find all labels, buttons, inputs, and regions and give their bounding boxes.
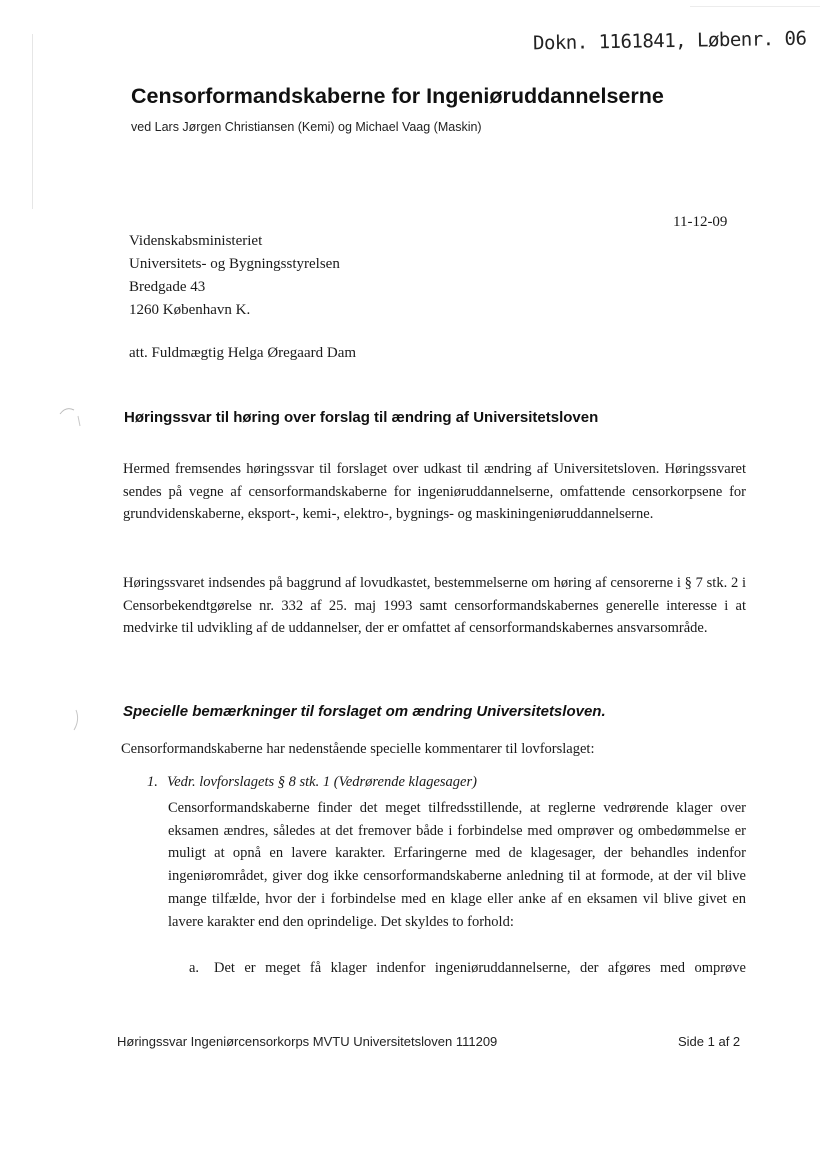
list-item-heading [147, 774, 477, 791]
list-item-text: Censorformandskaberne finder det meget tilfredsstillende, at reglerne vedrørende klager over eksamen ændres, således at det fremover både i forbindelse med omprøver og ombedømmelse er muligt at opnå en lavere karakter. Erfaringerne med de klagesager, der behandles indenfor ingeniørområdet, giver dog ikke censorformandskaberne anledning til at formode, at der vil blive mange tilfælde, hvor der i forbindelse med en klage eller anke af en eksamen vil blive givet en lavere karakter end den oprindelige. Det skyldes to forhold: [168, 800, 746, 930]
handwritten-note: Dokn. 1161841, Løbenr. 06 [532, 27, 807, 55]
section-heading: Specielle bemærkninger til forslaget om ændring Universitetsloven. [123, 703, 606, 720]
intro-paragraph: Hermed fremsendes høringssvar til forslaget over udkast til ændring af Universitetsloven. Høringssvaret sendes på vegne af censorformandskaberne for ingeniøruddannelserne, omfattende censorkorpsene for grundvidenskaberne, eksport-, kemi-, elektro-, bygnings- og maskiningeniøruddannelserne. [123, 461, 746, 523]
basis-paragraph: Høringssvaret indsendes på baggrund af lovudkastet, bestemmelserne om høring af censorerne i § 7 stk. 2 i Censorbekendtgørelse nr. 332 af 25. maj 1993 samt censorformandskabernes generelle interesse i at medvirke til udvikling af de uddannelser, der er omfattet af censorformandskabernes ansvarsområde. [123, 575, 746, 637]
address-line: Bredgade 43 [129, 279, 206, 295]
recipient-address [129, 230, 340, 322]
address-line: Universitets- og Bygningsstyrelsen [129, 256, 340, 272]
punch-hole-mark [66, 706, 86, 736]
sub-list-item [189, 960, 746, 977]
address-line: Videnskabsministeriet [129, 233, 263, 249]
scan-edge-line [690, 6, 820, 7]
attention-line: att. Fuldmægtig Helga Øregaard Dam [129, 345, 357, 361]
organization-title: Censorformandskaberne for Ingeniøruddannelserne [131, 84, 664, 108]
footer-document-name: Høringssvar Ingeniørcensorkorps MVTU Universitetsloven 111209 [117, 1034, 498, 1049]
sub-list-letter: a. [189, 960, 200, 976]
address-line: 1260 København K. [129, 302, 251, 318]
letter-date: 11-12-09 [673, 214, 728, 230]
list-item-number: 1. [147, 774, 158, 790]
scan-margin-line [32, 34, 33, 209]
sub-list-text: Det er meget få klager indenfor ingeniøruddannelserne, der afgøres med omprøve [214, 960, 746, 976]
list-item-title: Vedr. lovforslagets § 8 stk. 1 (Vedrørende klagesager) [167, 774, 477, 790]
organization-subtitle: ved Lars Jørgen Christiansen (Kemi) og Michael Vaag (Maskin) [131, 120, 482, 134]
footer-page-number: Side 1 af 2 [678, 1034, 741, 1049]
punch-hole-mark [56, 402, 86, 430]
section-intro: Censorformandskaberne har nedenstående specielle kommentarer til lovforslaget: [121, 741, 595, 757]
subject-heading: Høringssvar til høring over forslag til ændring af Universitetsloven [124, 409, 599, 426]
